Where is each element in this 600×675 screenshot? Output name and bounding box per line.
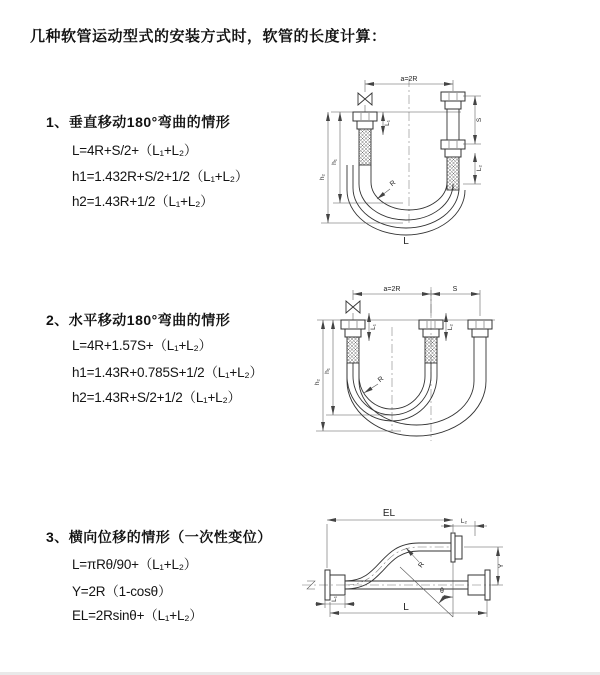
dim-s-label: S — [452, 286, 458, 293]
valve-icon — [358, 93, 372, 112]
dim-el-label: EL — [382, 508, 396, 519]
hose-s-curve-position2 — [345, 543, 451, 589]
section-1-heading: 1、垂直移动180°弯曲的情形 — [46, 114, 231, 130]
valve-icon — [346, 301, 360, 320]
dim-l1-label: L₁ — [331, 596, 338, 602]
dimensions — [314, 286, 480, 431]
section-2-formula-L: L=4R+1.57S+（L₁+L₂） — [72, 338, 212, 353]
left-pipe-fitting — [341, 320, 365, 363]
dim-h1-label: h₁ — [324, 368, 331, 374]
dim-a2r-label: a=2R — [400, 76, 418, 83]
diagram-horizontal-180-bend — [303, 283, 595, 469]
section-3-heading: 3、横向位移的情形（一次性变位） — [46, 529, 272, 545]
dim-l-label: L — [403, 602, 409, 613]
right-pipe-fitting — [441, 92, 465, 190]
dim-l2-label: L₂ — [476, 164, 483, 172]
dim-y-label: Y — [498, 563, 505, 569]
dim-h2-label: h₂ — [319, 173, 326, 181]
dim-r-label: R — [388, 179, 398, 189]
dim-l-label: L — [403, 236, 409, 247]
section-2-formula-h1: h1=1.43R+0.785S+1/2（L₁+L₂） — [72, 365, 263, 380]
dim-l2-label: L₂ — [447, 323, 454, 331]
section-2-formula-h2: h2=1.43R+S/2+1/2（L₁+L₂） — [72, 390, 241, 405]
section-3-formula-L: L=πRθ/90+（L₁+L₂） — [72, 557, 198, 572]
page-title: 几种软管运动型式的安装方式时，软管的长度计算： — [30, 28, 387, 45]
dimensions — [315, 508, 505, 617]
section-1-formula-L: L=4R+S/2+（L₁+L₂） — [72, 143, 198, 158]
diagram-vertical-180-bend — [303, 72, 595, 257]
dim-l2-label: L₂ — [460, 518, 468, 525]
dim-r-label: R — [417, 561, 427, 570]
section-1-formula-h1: h1=1.432R+S/2+1/2（L₁+L₂） — [72, 169, 249, 184]
dim-l1-label: L₁ — [370, 324, 377, 330]
dim-a2r-label: a=2R — [383, 286, 401, 293]
right-pipe-fitting-moved — [468, 320, 492, 341]
dim-s-label: S — [476, 117, 483, 123]
upper-flange-position2 — [451, 533, 462, 562]
diagram-lateral-displacement — [294, 503, 600, 661]
dim-h2-label: h₂ — [314, 378, 321, 386]
hose-u-bend-position2 — [347, 341, 486, 436]
centerlines — [302, 581, 500, 589]
dim-theta-label: θ — [440, 588, 444, 595]
dim-r-label: R — [376, 375, 386, 385]
left-pipe-fitting — [353, 112, 377, 165]
section-3-formula-EL: EL=2Rsinθ+（L₁+L₂） — [72, 608, 203, 623]
section-2-heading: 2、水平移动180°弯曲的情形 — [46, 312, 231, 328]
dim-l1-label: L₁ — [384, 120, 391, 126]
section-1-formula-h2: h2=1.43R+1/2（L₁+L₂） — [72, 194, 214, 209]
section-3-formula-Y: Y=2R（1-cosθ） — [72, 584, 172, 599]
dim-h1-label: h₁ — [331, 159, 338, 165]
